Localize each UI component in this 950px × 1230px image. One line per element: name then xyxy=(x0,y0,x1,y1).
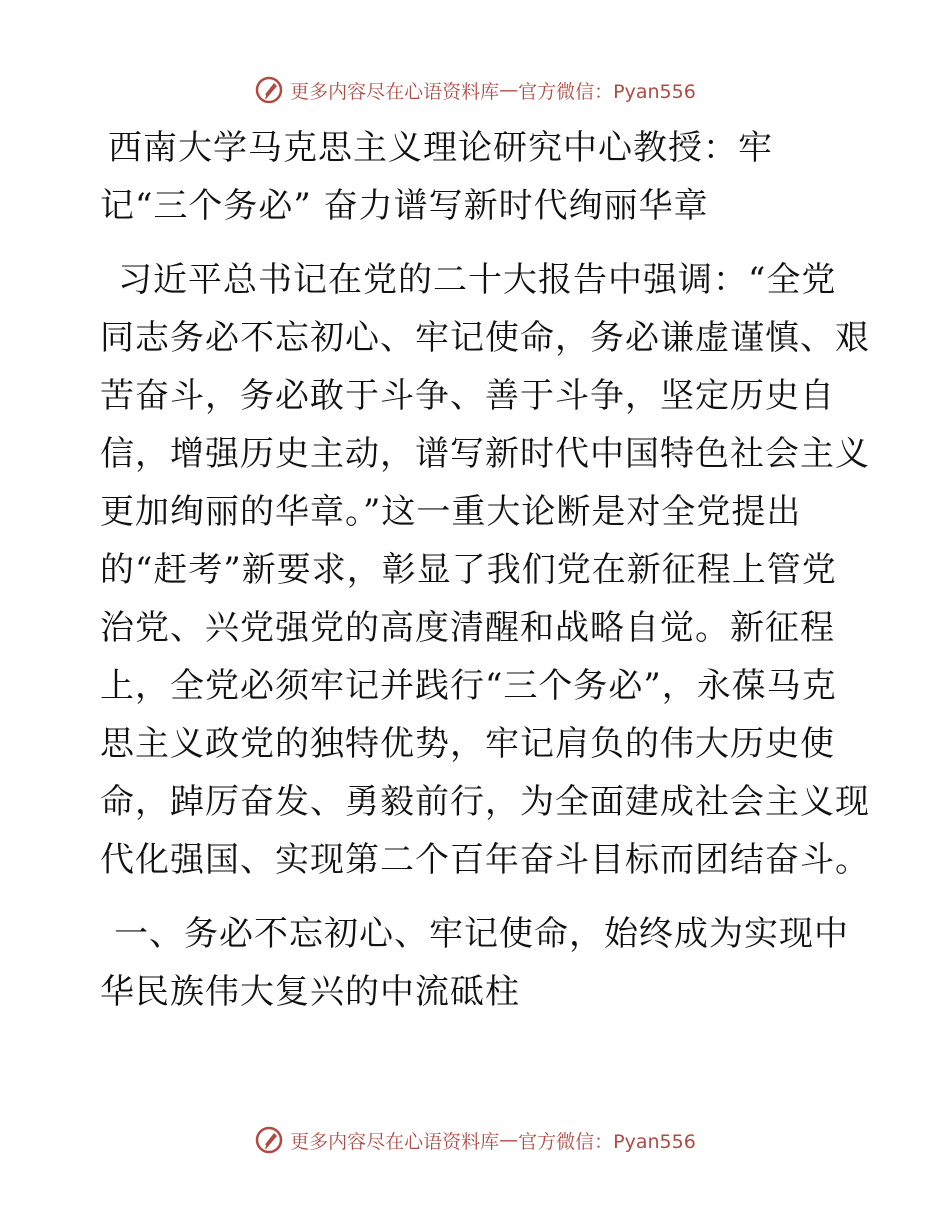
footer-banner xyxy=(0,1120,950,1160)
body-line: 上，全党必须牢记并践行“三个务必”，永葆马克 xyxy=(100,666,837,706)
body-line: 苦奋斗，务必敢于斗争、善于斗争，坚定历史自 xyxy=(100,376,835,416)
body-line: 的“赶考”新要求，彰显了我们党在新征程上管党 xyxy=(100,550,837,590)
body-line: 命，踔厉奋发、勇毅前行，为全面建成社会主义现 xyxy=(100,782,870,822)
body-line: 习近平总书记在党的二十大报告中强调：“全党 xyxy=(118,260,837,300)
banner-text: 更多内容尽在心语资料库 xyxy=(290,80,500,103)
title-line: 西南大学马克思主义理论研究中心教授：牢 xyxy=(108,128,773,168)
banner-separator: — xyxy=(499,79,519,101)
body-line: 信，增强历史主动，谱写新时代中国特色社会主义 xyxy=(100,434,870,474)
body-line: 思主义政党的独特优势，牢记肩负的伟大历史使 xyxy=(100,724,835,764)
banner-wechat: 官方微信：Pyan556 xyxy=(518,1130,696,1153)
body-line: 治党、兴党强党的高度清醒和战略自觉。新征程 xyxy=(100,608,835,648)
section-heading-line: 华民族伟大复兴的中流砥柱 xyxy=(100,972,520,1012)
banner-separator: — xyxy=(499,1129,519,1151)
title-line: 记“三个务必” 奋力谱写新时代绚丽华章 xyxy=(100,186,709,226)
body-line: 更加绚丽的华章。”这一重大论断是对全党提出 xyxy=(100,492,802,532)
section-heading-line: 一、务必不忘初心、牢记使命，始终成为实现中 xyxy=(114,914,849,954)
header-banner xyxy=(0,70,950,110)
pen-logo-icon xyxy=(254,75,284,105)
banner-text: 更多内容尽在心语资料库 xyxy=(290,1130,500,1153)
body-line: 同志务必不忘初心、牢记使命，务必谦虚谨慎、艰 xyxy=(100,318,870,358)
body-line: 代化强国、实现第二个百年奋斗目标而团结奋斗。 xyxy=(100,840,870,880)
banner-wechat: 官方微信：Pyan556 xyxy=(518,80,696,103)
pen-logo-icon xyxy=(254,1125,284,1155)
